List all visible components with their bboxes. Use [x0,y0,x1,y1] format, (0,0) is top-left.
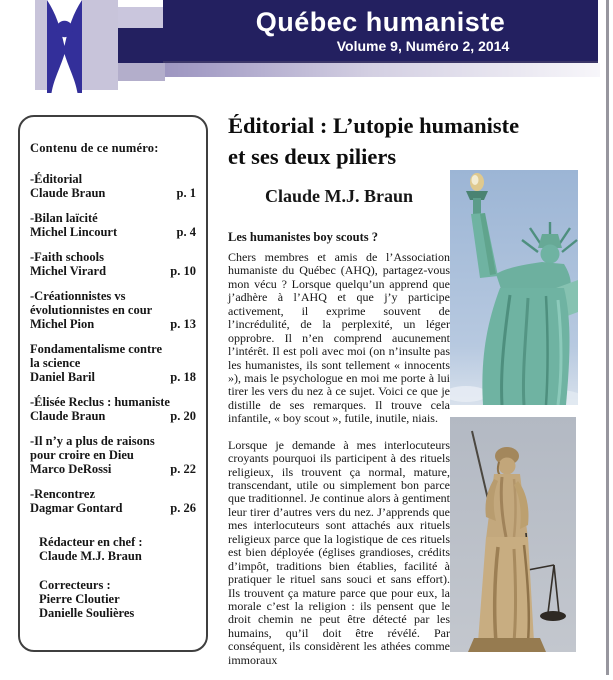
staff-name: Pierre Cloutier [39,592,120,606]
article-paragraph: Lorsque je demande à mes interlocuteurs croyants pourquoi ils participent à des rituels religieux, ils trouvent ça normal, mature, transcendant, utile ou simplement bon parce que traditionnel. Je continue alors à gentiment leur tirer d’autres vers du nez. J’apprends que mes interlocuteurs sont attachés aux rituels religieux parce que la logistique de ces rituels est bien déployée (églises grandioses, crédits d’impôt, traditions bien établies, facilité à pratiquer le rituel sans souci et sans effort). Ils trouvent ça mature parce que pour eux, la morale c’est la religion : ils pensent que le droit chemin ne peut être détecté par les humains, qu’il doit être révélé. Par conséquent, ils considèrent les athées comme immoraux [228,437,450,667]
toc-item-page: p. 10 [170,264,196,278]
header-square [118,7,165,28]
toc-item-author-row [30,501,197,515]
toc-item [30,342,197,384]
toc-item [30,487,197,515]
toc-item [30,250,197,278]
toc-item-author-row [30,264,197,278]
masthead-banner [163,0,598,63]
toc-item-page: p. 1 [176,186,196,200]
staff-name: Danielle Soulières [39,606,135,620]
toc-item [30,434,197,476]
toc-item-page: p. 22 [170,462,196,476]
staff-role: Rédacteur en chef : [39,535,143,549]
page-edge-rule [606,0,609,675]
staff-role: Correcteurs : [39,578,111,592]
section-heading: Les humanistes boy scouts ? [228,230,379,244]
toc-item-author: Claude Braun [30,409,106,423]
toc-item-title: -Créationnistes vs [30,289,126,303]
toc-item-author: Marco DeRossi [30,462,112,476]
statue-of-liberty-image [450,170,578,405]
header-square [118,63,165,81]
staff-name: Claude M.J. Braun [39,549,142,563]
toc-item-page: p. 18 [170,370,196,384]
toc-item-title: la science [30,356,81,370]
toc-item-title: -Bilan laïcité [30,211,98,225]
toc-item-author-row [30,225,197,239]
article-title-line2: et ses deux piliers [228,144,397,169]
toc-item-author-row [30,409,197,423]
toc-item [30,395,197,423]
toc-item-page: p. 13 [170,317,196,331]
toc-item-author-row [30,317,197,331]
article-byline: Claude M.J. Braun [264,186,414,206]
toc-items [30,172,197,515]
toc-item-title: -Faith schools [30,250,104,264]
toc-item [30,289,197,331]
toc-item-author-row [30,370,197,384]
toc-item-title: -Rencontrez [30,487,96,501]
toc-item-title: -Élisée Reclus : humaniste [30,395,170,409]
issue-info: Volume 9, Numéro 2, 2014 [336,38,510,54]
header-square [118,28,165,63]
toc-item-page: p. 4 [176,225,196,239]
lady-justice-image [450,417,576,652]
toc-item-title: pour croire en Dieu [30,448,134,462]
toc-heading: Contenu de ce numéro: [30,141,159,155]
toc-item-title: évolutionnistes en cour [30,303,153,317]
table-of-contents [18,115,208,652]
article-title-line1: Éditorial : L’utopie humaniste [228,113,520,138]
toc-item-title: Fondamentalisme contre [30,342,163,356]
toc-staff [39,535,197,620]
toc-item-author: Michel Pion [30,317,95,331]
article-paragraph: Chers membres et amis de l’Association humaniste du Québec (AHQ), partagez-vous mon vécu ? Lorsque quelqu’un apprend que j’adhère à l’AHQ et que j’y participe activement, il exprime souvent de l’incrédulité, de la perplexité, un léger opprobre. Il n’en comprend aucunement l’intérêt. Il est poli avec moi (on n’insulte pas les humanistes, ils sont tellement « innocents »), mais le psychologue en moi me porte à lui tirer les vers du nez à ce sujet. Voici ce que je distille de ses remarques. Il trouve cela infantile, « boy scout », futile, inutile, niais. [228,250,450,426]
newsletter-title: Québec humaniste [255,7,506,37]
staff-block [39,578,197,620]
article-body [228,251,450,680]
toc-item-title: -Il n’y a plus de raisons [30,434,155,448]
toc-item-title: -Éditorial [30,172,83,186]
toc-item-page: p. 26 [170,501,196,515]
toc-item-author: Daniel Baril [30,370,95,384]
toc-item [30,172,197,200]
toc-item-author-row [30,462,197,476]
toc-item-author: Michel Virard [30,264,107,278]
staff-block [39,535,197,563]
toc-item-author: Dagmar Gontard [30,501,123,515]
happy-human-logo-icon [47,0,82,93]
toc-item-author: Claude Braun [30,186,106,200]
toc-item-author-row [30,186,197,200]
toc-item [30,211,197,239]
toc-item-author: Michel Lincourt [30,225,118,239]
toc-item-page: p. 20 [170,409,196,423]
article-title [228,110,568,172]
